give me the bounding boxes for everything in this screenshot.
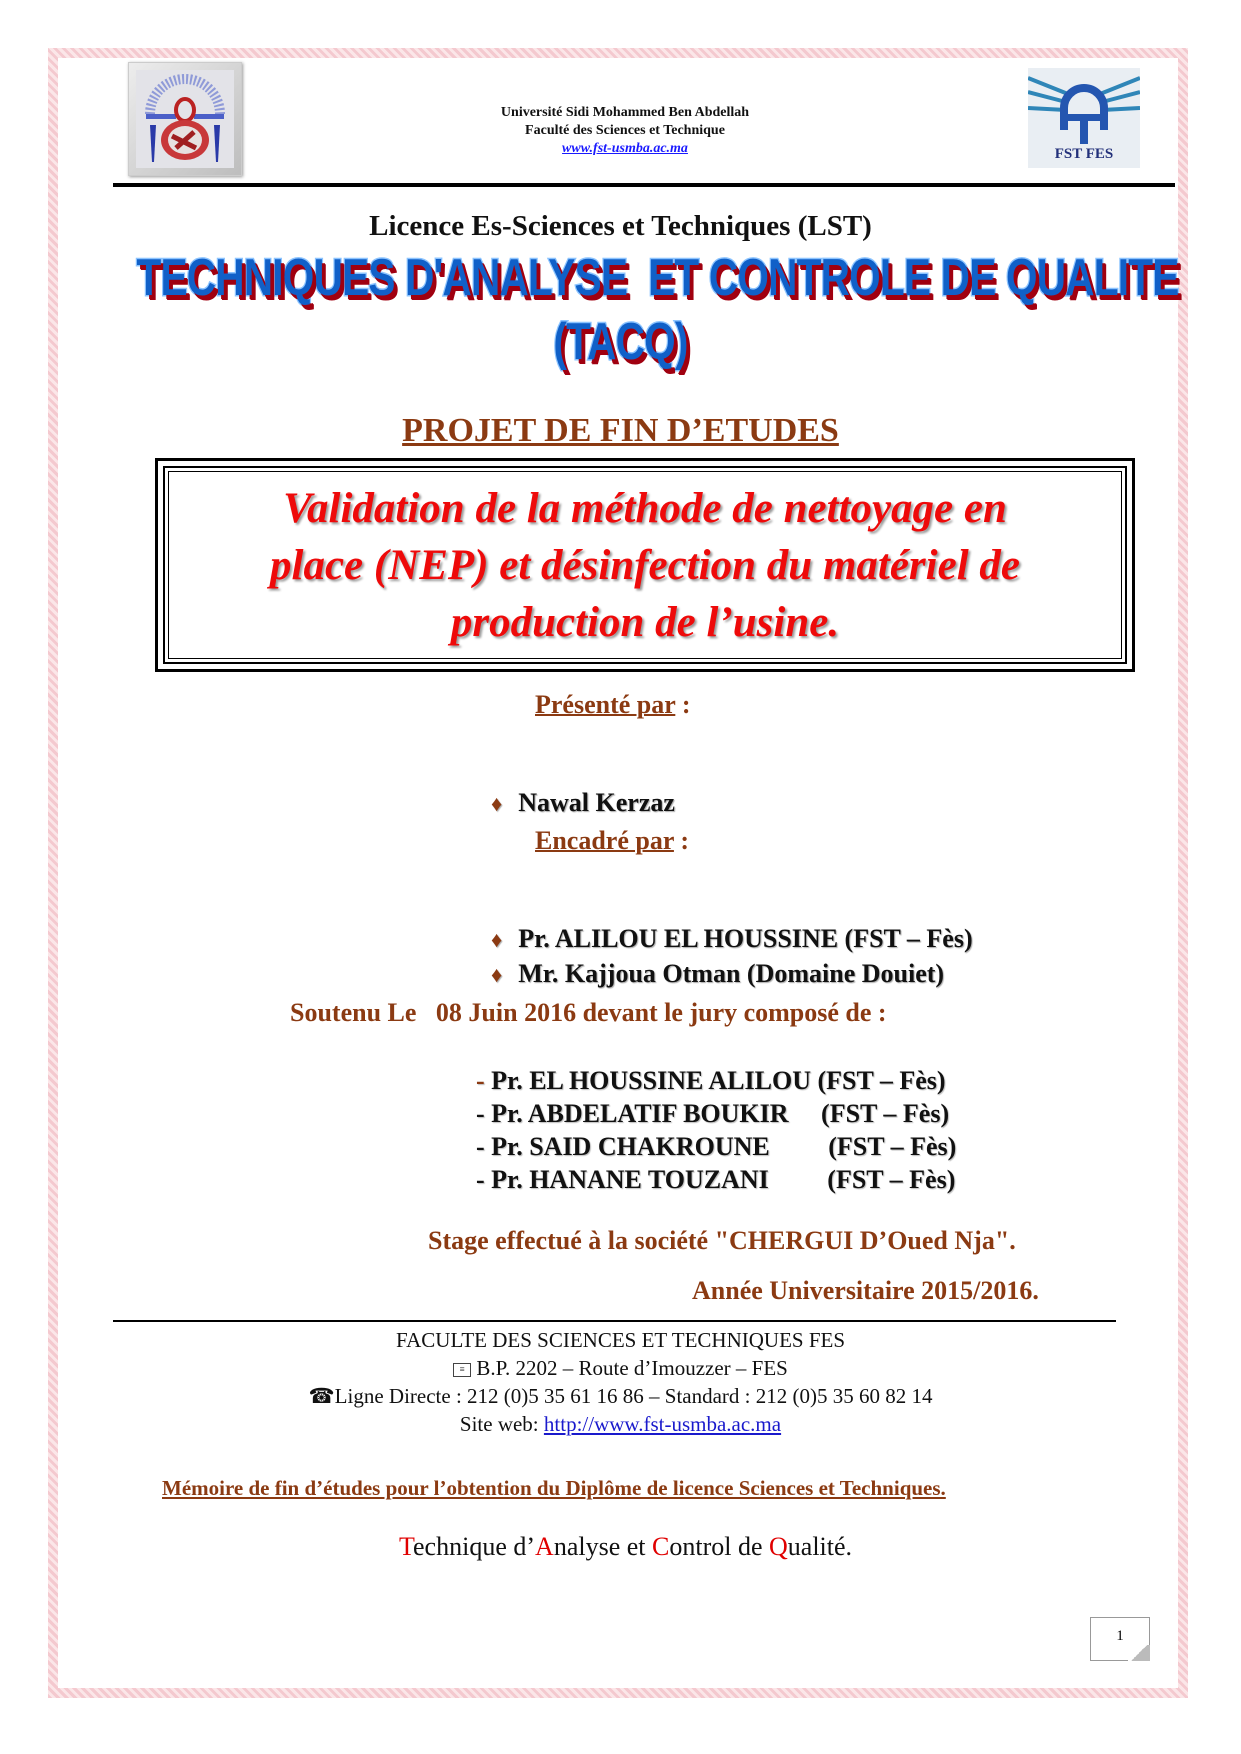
- thesis-title-line3: production de l’usine.: [450, 598, 840, 646]
- presented-by-text: Présenté par: [535, 690, 676, 719]
- address-text: B.P. 2202 – Route d’Imouzzer – FES: [471, 1356, 788, 1380]
- jury-dash: -: [476, 1099, 492, 1128]
- presented-by-label: [535, 690, 690, 720]
- faculty-website-link[interactable]: www.fst-usmba.ac.ma: [562, 141, 688, 156]
- footer-divider: [113, 1320, 1116, 1322]
- diamond-bullet-icon: ♦: [491, 791, 503, 816]
- supervisor-item: [478, 929, 944, 989]
- jury-dash: -: [476, 1165, 492, 1194]
- faculty-name: Faculté des Sciences et Technique: [525, 123, 725, 138]
- page-number-text: 1: [1116, 1628, 1124, 1644]
- institution-header: [400, 104, 850, 158]
- acronym-text: nalyse et: [553, 1532, 652, 1561]
- student-name: Nawal Kerzaz: [518, 788, 675, 817]
- tacq-acronym-line: [0, 1532, 1241, 1562]
- jury-member: [476, 1163, 956, 1196]
- defense-statement: Soutenu Le 08 Juin 2016 devant le jury composé de :: [290, 998, 887, 1027]
- program-title-line1: TECHNIQUES D'ANALYSE ET CONTROLE DE QUALITE: [136, 249, 1179, 307]
- usmba-emblem-icon: [136, 70, 234, 168]
- page-number: [1090, 1617, 1150, 1661]
- jury-affiliation: (FST – Fès): [788, 1099, 950, 1128]
- usmba-logo: [128, 62, 242, 176]
- footer-contact: [0, 1326, 1241, 1438]
- supervisor-name: Mr. Kajjoua Otman (Domaine Douiet): [518, 959, 945, 988]
- jury-name: Pr. SAID CHAKROUNE: [491, 1132, 770, 1161]
- footer-site: [0, 1410, 1241, 1438]
- thesis-title-line1: Validation de la méthode de nettoyage en: [283, 484, 1007, 532]
- presented-by-colon: :: [675, 690, 691, 719]
- licence-title: Licence Es-Sciences et Techniques (LST): [369, 210, 872, 242]
- acronym-letter: Q: [769, 1532, 788, 1561]
- student-item: [478, 758, 675, 818]
- footer-phone: [0, 1382, 1241, 1410]
- acronym-text: ualité.: [787, 1532, 853, 1561]
- supervised-by-colon: :: [673, 826, 690, 855]
- header-divider: [113, 183, 1175, 187]
- jury-member: [476, 1130, 956, 1163]
- telephone-icon: ☎: [308, 1384, 335, 1408]
- diamond-bullet-icon: ♦: [491, 962, 503, 987]
- acronym-text: ontrol de: [669, 1532, 769, 1561]
- thesis-title-box: [155, 458, 1135, 672]
- diamond-bullet-icon: ♦: [491, 927, 503, 952]
- jury-name: Pr. ABDELATIF BOUKIR: [491, 1099, 789, 1128]
- footer-address: [0, 1354, 1241, 1382]
- university-name: Université Sidi Mohammed Ben Abdellah: [500, 105, 750, 120]
- jury-affiliation: (FST – Fès): [810, 1066, 946, 1095]
- memoire-statement: Mémoire de fin d’études pour l’obtention du Diplôme de licence Sciences et Techniques.: [162, 1476, 946, 1500]
- jury-member: [476, 1097, 956, 1130]
- jury-name: Pr. EL HOUSSINE ALILOU: [491, 1066, 811, 1095]
- jury-name: Pr. HANANE TOUZANI: [491, 1165, 769, 1194]
- jury-list: [476, 1064, 956, 1196]
- pfe-heading: PROJET DE FIN D’ETUDES: [402, 412, 839, 449]
- phone-text: Ligne Directe : 212 (0)5 35 61 16 86 – Standard : 212 (0)5 35 60 82 14: [334, 1384, 933, 1408]
- fst-fes-logo-label: FST FES: [1054, 146, 1114, 162]
- thesis-title: [270, 480, 1020, 651]
- acronym-letter: A: [535, 1532, 554, 1561]
- thesis-title-line2: place (NEP) et désinfection du matériel de: [270, 541, 1020, 589]
- program-title-line2: (TACQ): [553, 313, 688, 371]
- mailbox-icon: ≡: [453, 1363, 471, 1377]
- jury-affiliation: (FST – Fès): [769, 1132, 957, 1161]
- acronym-text: echnique d’: [413, 1532, 536, 1561]
- jury-dash: -: [476, 1132, 492, 1161]
- jury-member: [476, 1064, 956, 1097]
- fst-fes-logo: [1028, 68, 1140, 168]
- academic-year: Année Universitaire 2015/2016.: [692, 1276, 1039, 1305]
- page-curl-icon: [1128, 1645, 1150, 1661]
- acronym-letter: C: [652, 1532, 670, 1561]
- footer-faculty: FACULTE DES SCIENCES ET TECHNIQUES FES: [395, 1328, 846, 1352]
- site-link[interactable]: http://www.fst-usmba.ac.ma: [543, 1412, 782, 1436]
- supervisor-name: Pr. ALILOU EL HOUSSINE (FST – Fès): [518, 924, 973, 953]
- jury-dash: -: [476, 1066, 492, 1095]
- site-label: Site web:: [459, 1412, 544, 1436]
- internship-statement: Stage effectué à la société "CHERGUI D’Oued Nja".: [428, 1226, 1016, 1255]
- supervised-by-label: [535, 826, 689, 856]
- acronym-letter: T: [398, 1532, 414, 1561]
- jury-affiliation: (FST – Fès): [768, 1165, 956, 1194]
- supervised-by-text: Encadré par: [535, 826, 674, 855]
